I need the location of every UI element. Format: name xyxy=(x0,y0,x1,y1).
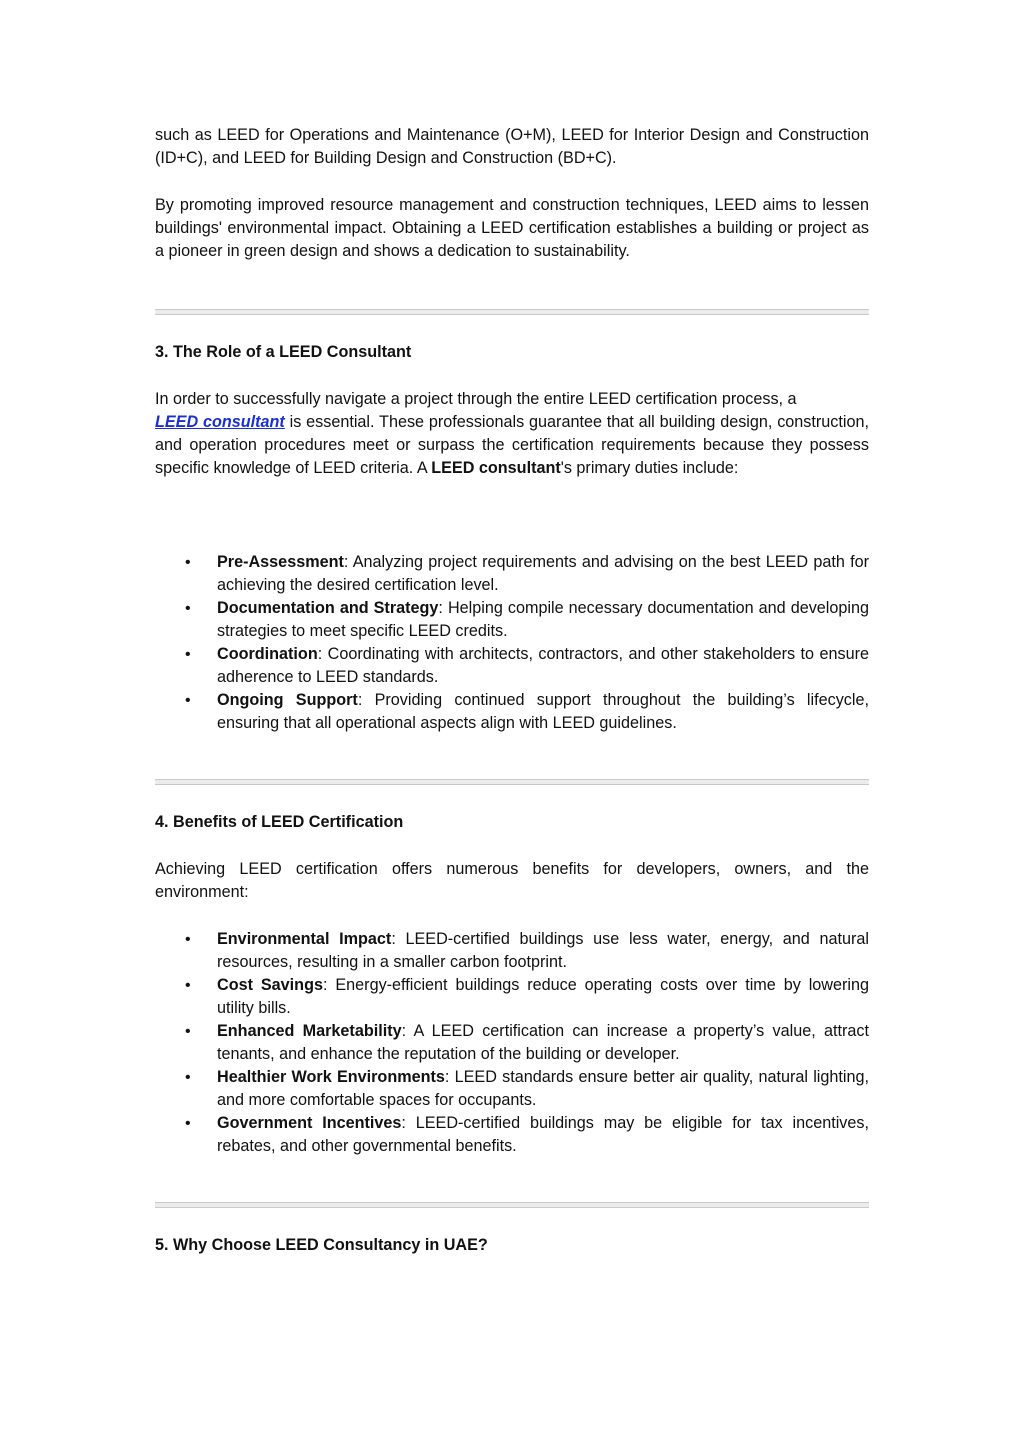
list-item-text: : LEED standards ensure better air quality, natural lighting, and more comfortable spaces for occupants. xyxy=(217,1068,869,1109)
intro-paragraph-1: such as LEED for Operations and Maintenance (O+M), LEED for Interior Design and Construction (ID+C), and LEED for Building Design and Construction (BD+C). xyxy=(155,126,869,167)
bullet-icon: • xyxy=(185,1023,191,1040)
list-item-text: : Helping compile necessary documentation and developing strategies to meet specific LEED credits. xyxy=(217,599,870,640)
section-4-heading: 4. Benefits of LEED Certification xyxy=(155,813,404,831)
list-item-title: Ongoing Support xyxy=(217,691,358,709)
bullet-icon: • xyxy=(185,1115,191,1132)
consultant-duties-list xyxy=(155,551,869,735)
list-item xyxy=(155,1066,869,1112)
section-3-paragraph xyxy=(155,388,869,480)
list-item xyxy=(155,643,869,689)
section-3-bold-term: LEED consultant xyxy=(431,459,561,477)
bullet-icon: • xyxy=(185,646,191,663)
list-item xyxy=(155,974,869,1020)
list-item-text: : A LEED certification can increase a property’s value, attract tenants, and enhance the reputation of the building or developer. xyxy=(217,1022,869,1063)
section-3-text-start: In order to successfully navigate a project through the entire LEED certification process, a xyxy=(155,390,797,408)
section-4-paragraph: Achieving LEED certification offers numerous benefits for developers, owners, and the environment: xyxy=(155,860,869,901)
list-item-title: Cost Savings xyxy=(217,976,323,994)
list-item-title: Enhanced Marketability xyxy=(217,1022,402,1040)
list-item-title: Healthier Work Environments xyxy=(217,1068,445,1086)
list-item-title: Coordination xyxy=(217,645,318,663)
list-item xyxy=(155,689,869,735)
list-item xyxy=(155,1020,869,1066)
bullet-icon: • xyxy=(185,600,191,617)
bullet-icon: • xyxy=(185,931,191,948)
list-item xyxy=(155,597,869,643)
bullet-icon: • xyxy=(185,977,191,994)
list-item-title: Pre-Assessment xyxy=(217,553,344,571)
bullet-icon: • xyxy=(185,692,191,709)
list-item xyxy=(155,928,869,974)
list-item-title: Documentation and Strategy xyxy=(217,599,439,617)
bullet-icon: • xyxy=(185,554,191,571)
section-3-heading: 3. The Role of a LEED Consultant xyxy=(155,343,412,361)
section-5-heading: 5. Why Choose LEED Consultancy in UAE? xyxy=(155,1236,488,1254)
leed-consultant-link[interactable]: LEED consultant xyxy=(155,413,285,431)
list-item-title: Government Incentives xyxy=(217,1114,402,1132)
list-item-text: : Providing continued support throughout the building’s lifecycle, ensuring that all operational aspects align with LEED guidelines. xyxy=(217,691,869,732)
benefits-list xyxy=(155,928,869,1158)
list-item xyxy=(155,551,869,597)
section-3-text-mid: is essential. These professionals guarantee that all building design, construction, and operation procedures meet or surpass the certification requirements because they possess specific knowledge of LEED criteria. A xyxy=(155,413,869,477)
list-item-text: : LEED-certified buildings may be eligible for tax incentives, rebates, and other governmental benefits. xyxy=(217,1114,869,1155)
list-item-text: : LEED-certified buildings use less water, energy, and natural resources, resulting in a smaller carbon footprint. xyxy=(217,930,869,971)
list-item-text: : Analyzing project requirements and advising on the best LEED path for achieving the desired certification level. xyxy=(217,553,869,594)
list-item-text: : Coordinating with architects, contractors, and other stakeholders to ensure adherence to LEED standards. xyxy=(217,645,869,686)
section-3-text-end: 's primary duties include: xyxy=(560,459,739,477)
list-item-title: Environmental Impact xyxy=(217,930,392,948)
bullet-icon: • xyxy=(185,1069,191,1086)
list-item-text: : Energy-efficient buildings reduce operating costs over time by lowering utility bills. xyxy=(217,976,869,1017)
list-item xyxy=(155,1112,869,1158)
intro-paragraph-2: By promoting improved resource management and construction techniques, LEED aims to lessen buildings' environmental impact. Obtaining a LEED certification establishes a building or project as a pioneer in green design and shows a dedication to sustainability. xyxy=(155,196,869,260)
